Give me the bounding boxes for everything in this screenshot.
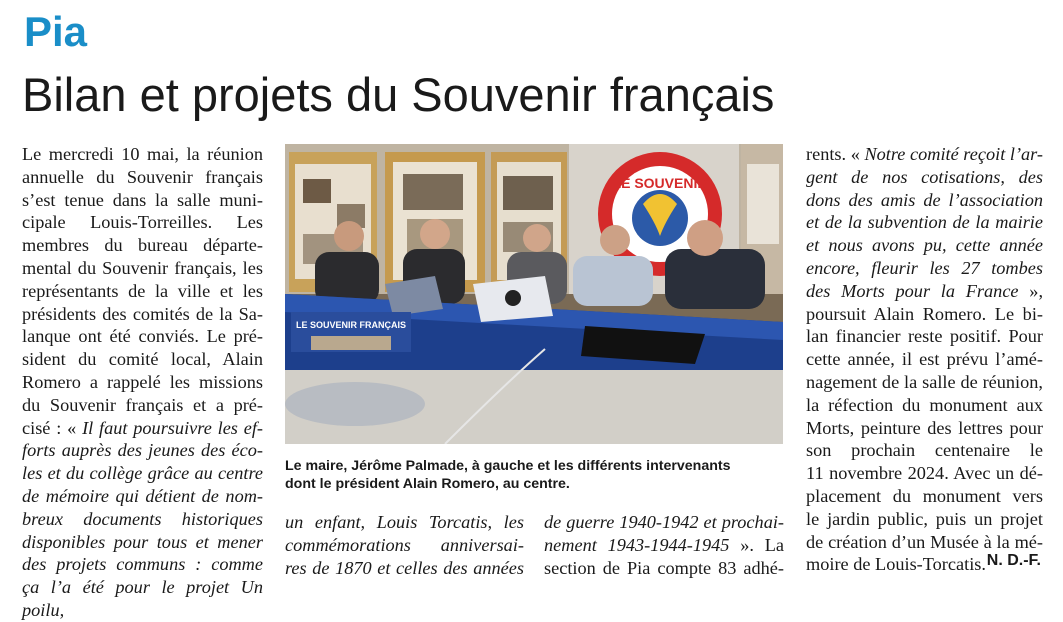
text-line: [544, 534, 784, 557]
quote-text: nement 1943-1944-1945: [544, 534, 730, 555]
quote-line: commémorations anniversai-: [285, 534, 524, 555]
text-line: placement du monument vers: [806, 485, 1043, 506]
text-line: [22, 417, 263, 440]
text-line: de création d’un Musée à la mé-: [806, 531, 1043, 552]
quote-line: des projets communs : comme: [22, 554, 263, 575]
text-line: s’est tenue dans la salle muni-: [22, 189, 263, 210]
article-column-3: [544, 511, 784, 579]
text-line: membres du bureau départe-: [22, 235, 263, 256]
quote-line: de mémoire qui détient de nom-: [22, 485, 263, 506]
text-segment: »,: [1018, 280, 1044, 301]
text-line: son prochain centenaire le: [806, 440, 1043, 461]
text-line: mental du Souvenir français, les: [22, 257, 263, 278]
text-line: poursuit Alain Romero. Le bi-: [806, 303, 1043, 324]
quote-line: un enfant, Louis Torcatis, les: [285, 512, 524, 532]
text-segment: ». La: [729, 534, 784, 555]
text-line: sident du comité local, Alain: [22, 349, 263, 370]
quote-line: dons des amis de l’association: [806, 189, 1043, 210]
text-line: section de Pia compte 83 adhé-: [544, 557, 784, 578]
article-column-2: [285, 511, 524, 579]
logo-text: LE SOUVENIR: [612, 175, 708, 191]
article-photo: [285, 144, 783, 444]
text-line: moire de Louis-Torcatis.: [806, 554, 986, 575]
text-line: représentants de la ville et les: [22, 280, 263, 301]
quote-line: forts auprès des jeunes des éco-: [22, 440, 263, 461]
article-headline: Bilan et projets du Souvenir français: [22, 68, 775, 121]
text-line: Morts, peinture des lettres pour: [806, 417, 1043, 438]
quote-line: ça l’a été pour le projet Un poilu,: [22, 577, 263, 620]
text-line: nagement de la salle de réunion,: [806, 371, 1043, 392]
caption-line: Le maire, Jérôme Palmade, à gauche et les différents intervenants: [285, 458, 731, 474]
caption-line: dont le président Alain Romero, au centre.: [285, 476, 570, 492]
quote-line: de guerre 1940-1942 et prochai-: [544, 512, 784, 532]
text-segment: cisé : «: [22, 417, 83, 438]
text-line: le jardin public, puis un projet: [806, 508, 1043, 529]
section-kicker: Pia: [24, 8, 88, 55]
quote-line: disponibles pour tous et mener: [22, 531, 263, 552]
text-line: annuelle du Souvenir français: [22, 166, 263, 187]
text-line: 11 novembre 2024. Avec un dé-: [806, 463, 1043, 484]
photo-caption: [285, 457, 785, 493]
author-signature: N. D.-F.: [986, 552, 1041, 569]
quote-text: des Morts pour la France: [806, 280, 1019, 301]
quote-line: les et du collège grâce au centre: [22, 463, 263, 484]
quote-line: gent de nos cotisations, des: [806, 166, 1043, 187]
quote-line: et de la subvention de la mairie: [806, 212, 1043, 233]
text-line: cette année, il est prévu l’amé-: [806, 349, 1043, 370]
quote-line: res de 1870 et celles des années: [285, 557, 524, 578]
text-line: Le mercredi 10 mai, la réunion: [22, 144, 263, 164]
quote-line: et nous avons pu, cette année: [806, 235, 1043, 256]
text-line: cipale Louis-Torreilles. Les: [22, 212, 263, 233]
article-column-4: [806, 143, 1043, 576]
text-line: lan financier reste positif. Pour: [806, 326, 1043, 347]
banner-text: LE SOUVENIR FRANÇAIS: [295, 320, 407, 330]
quote-text: Il faut poursuivre les ef-: [82, 417, 264, 438]
text-line: du Souvenir français et a pré-: [22, 394, 263, 415]
quote-line: encore, fleurir les 27 tombes: [806, 257, 1043, 278]
article-column-1: [22, 143, 263, 622]
text-line: lanque ont été conviés. Le pré-: [22, 326, 263, 347]
text-line: Romero a rappelé les missions: [22, 371, 263, 392]
quote-line: breux documents historiques: [22, 508, 263, 529]
text-line: [806, 280, 1043, 303]
text-line: la réfection du monument aux: [806, 394, 1043, 415]
text-line: [806, 143, 1043, 166]
text-line: présidents des comités de la Sa-: [22, 303, 263, 324]
text-segment: rents. «: [806, 144, 865, 164]
quote-text: Notre comité reçoit l’ar-: [864, 144, 1044, 164]
